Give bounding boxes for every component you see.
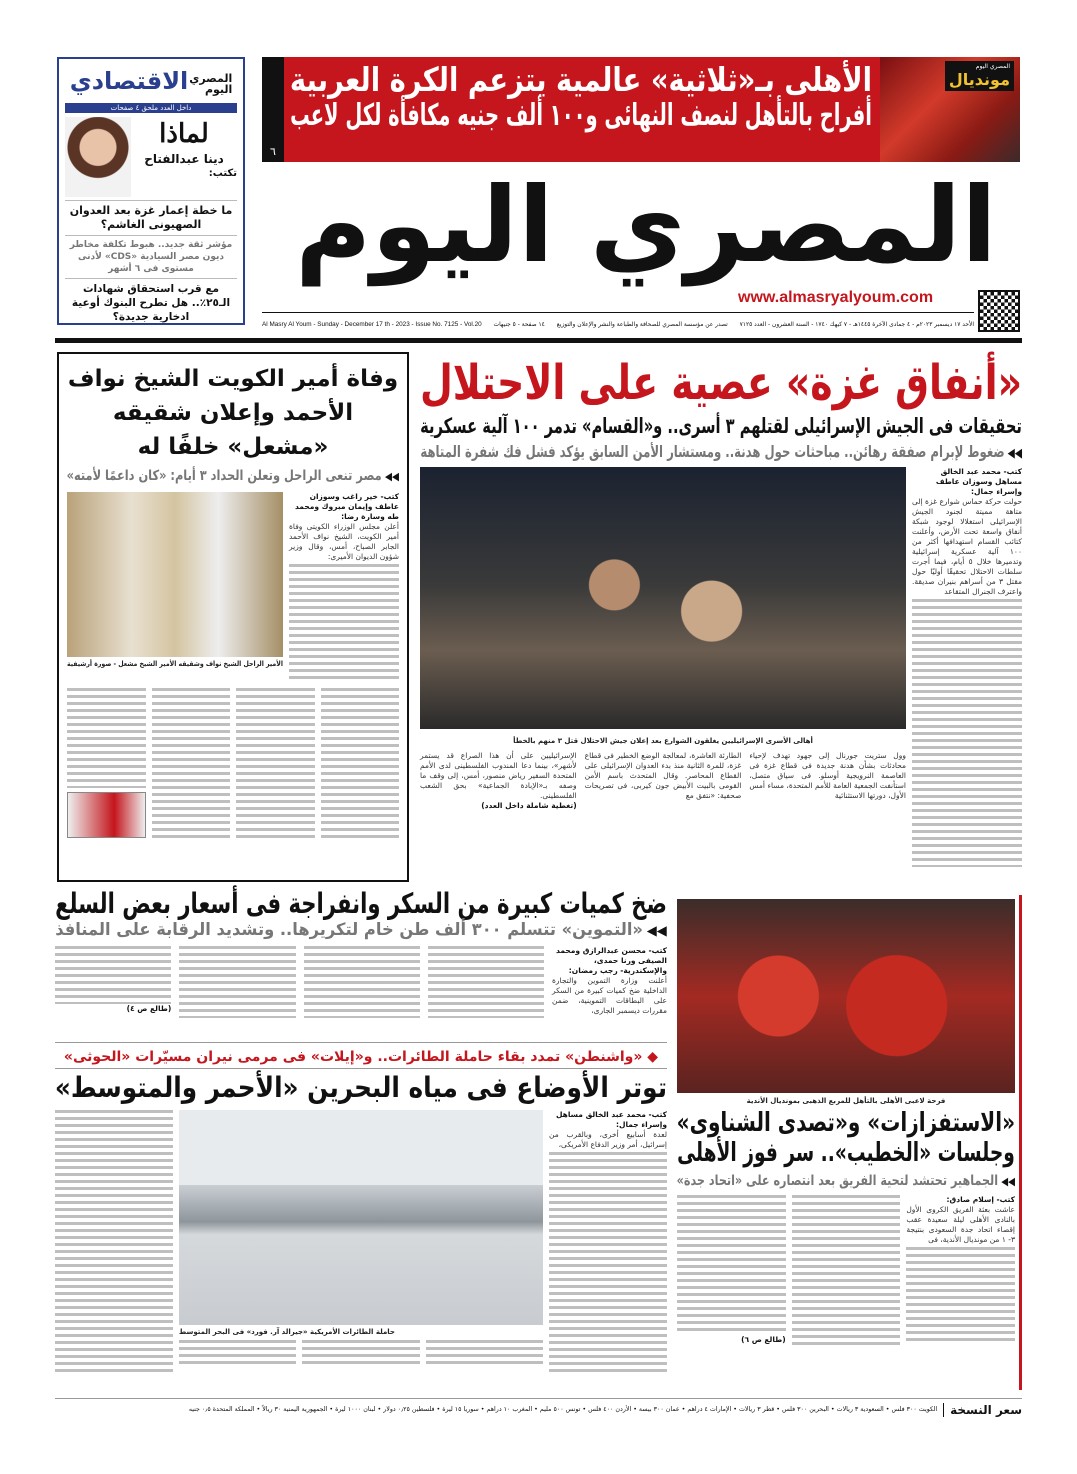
- sports-continued[interactable]: (طالع ص ٦): [741, 1334, 786, 1344]
- sports-story[interactable]: [673, 895, 1022, 1390]
- issue-publisher: تصدر عن مؤسسة المصري للصحافة والطباعة والنشر والإعلان والتوزيع: [556, 321, 728, 328]
- price-bar: [55, 1398, 1022, 1420]
- kuwait-headline: وفاة أمير الكويت الشيخ نواف الأحمد وإعلان شقيقه «مشعل» خلفًا له: [67, 366, 399, 460]
- sugar-body: أعلنت وزارة التموين والتجارة الداخلية ضخ كميات كبيرة من السكر على البطاقات التموينية، ضمن مقررات ديسمبر الجارى،: [552, 976, 667, 1016]
- gaza-byline: كتب- محمد عبد الخالق مساهل وسوزان عاطف وإسراء جمال:: [935, 467, 1022, 497]
- body-text: [55, 946, 171, 1004]
- kuwait-sub-text: مصر تنعى الراحل وتعلن الحداد ٣ أيام: «كان داعمًا لأمته»: [66, 468, 382, 484]
- sports-kicker-text: الجماهير تحتشد لتحية الفريق بعد انتصاره على «اتحاد جدة»: [676, 1172, 999, 1189]
- body-text: [152, 688, 231, 838]
- body-text: [304, 946, 420, 1018]
- carrier-kicker-text: «واشنطن» تمدد بقاء حاملة الطائرات.. و«إيلات» فى مرمى نيران مسيّرات «الحوثى»: [63, 1049, 643, 1065]
- aircraft-carrier-photo: [179, 1110, 543, 1325]
- banner-headline-2: أفراح بالتأهل لنصف النهائى و١٠٠ ألف جنيه مكافأة لكل لاعب: [290, 97, 872, 133]
- website-url[interactable]: www.almasryalyoum.com: [738, 289, 934, 306]
- gaza-story[interactable]: [420, 352, 1022, 882]
- body-text: [912, 599, 1022, 867]
- body-text: [236, 688, 315, 838]
- sugar-byline: كتب- محسن عبدالرازق ومحمد الصيفى ورنا حمدى، والإسكندرية- رجب رمضان:: [556, 946, 667, 976]
- kuwait-story[interactable]: [57, 352, 409, 882]
- sports-byline: كتب- إسلام صادق:: [946, 1194, 1015, 1204]
- body-text: [321, 688, 400, 838]
- kuwait-byline: كتب- خير راغب وسوزان عاطف وإيمان مبروك ومحمد طه وسارة رضا:: [294, 492, 399, 521]
- supplement-logo: [65, 63, 237, 95]
- arrow-icon: ◀◀: [384, 470, 399, 483]
- masthead-title: المصري اليوم: [295, 164, 997, 286]
- sports-body: عاشت بعثة الفريق الكروى الأول بالنادى الأهلى ليلة سعيدة عقب إقصاء اتحاد جدة السعودى بنتيجة ٣- ١ من مونديال الأندية، فى: [906, 1204, 1015, 1244]
- price-list: الكويت ٣٠٠ فلس • السعودية ٣ ريالات • البحرين ٣٠٠ فلس • قطر ٣ ريالات • الإمارات ٤ دراهم • عمان ٣٠٠ بيسة • الأردن ٤٠٠ فلس • تونس ٥٠٠ مليم • المغرب ١٠ دراهم • سوريا ١٥ ليرة • فلسطين ٠٫٢٥ دولار • لبنان ١٠٠٠ ليرة • الجمهورية اليمنية ٣٠ ريالاً • المملكة المتحدة ٠٫٥ جنيه: [188, 1406, 938, 1413]
- body-text: [179, 1340, 296, 1368]
- gaza-body-col4: الإسرائيليين على أن هذا الصراع قد يستمر لأشهر»، بينما دعا المندوب الفلسطينى لدى الأمم المتحدة السفير رياض منصور، أمس، إلى وقف ما وصفه بـ«الإبادة الجماعية» بحق الشعب الفلسطينى.: [419, 751, 577, 801]
- carrier-photo-caption: حاملة الطائرات الأمريكية «جيرالد آر. فورد» فى البحر المتوسط: [179, 1328, 395, 1337]
- banner-headline-1: الأهلى بـ«ثلاثية» عالمية يتزعم الكرة العربية: [289, 60, 872, 99]
- arrow-icon: ◀◀: [1001, 1174, 1015, 1188]
- columnist-photo: [65, 117, 131, 197]
- sports-headline-line2: وجلسات «الخطيب».. سر فوز الأهلى: [677, 1137, 1015, 1168]
- carrier-body: لعدة أسابيع أخرى، وبالقرب من إسرائيل، أمر وزير الدفاع الأمريكى،: [549, 1130, 667, 1150]
- sports-photo-caption: فرحة لاعبى الأهلى بالتأهل للمربع الذهبى بمونديال الأندية: [746, 1097, 946, 1105]
- gaza-body-col2: وول ستريت جورنال إلى جهود تهدف لإحياء محادثات بشأن هدنة جديدة فى قطاع غزة فى العاصمة النرويجية أوسلو. فى سياق متصل، استأنفت الجمعية العامة للأمم المتحدة، مساء أمس الأول، دورتها الاستثنائية: [749, 751, 906, 801]
- body-text: [302, 1340, 419, 1368]
- body-text: [289, 564, 399, 682]
- body-text: [428, 946, 544, 1018]
- carrier-byline: كتب- محمد عبد الخالق مساهل وإسراء جمال:: [555, 1110, 667, 1130]
- kuwait-subheadline: [67, 468, 399, 484]
- supplement-ad: [67, 792, 146, 838]
- supplement-headline-1[interactable]: ما خطة إعمار غزة بعد العدوان الصهيونى الغاشم؟: [65, 200, 237, 232]
- ahly-celebration-photo: [677, 899, 1015, 1093]
- supplement-headline-3[interactable]: مع قرب استحقاق شهادات الـ٢٥٪.. هل تطرح البنوك أوعية ادخارية جديدة؟: [65, 278, 237, 324]
- sugar-kicker: [55, 920, 667, 940]
- sports-headline-line1: «الاستفزازات» و«تصدى الشناوى»: [676, 1108, 1015, 1138]
- body-text: [179, 946, 295, 1018]
- issue-date-ar: الأحد ١٧ ديسمبر ٢٠٢٣م - ٤ جمادى الآخرة ١٤٤٥هـ - ٧ كيهك ١٧٤٠ - السنة العشرون - العدد ٧١٢٥: [739, 321, 974, 328]
- body-text: [792, 1195, 901, 1345]
- body-text: [67, 688, 146, 788]
- carrier-headline: توتر الأوضاع فى مياه البحرين «الأحمر والمتوسط»: [54, 1071, 668, 1104]
- body-text: [426, 1340, 543, 1368]
- arrow-icon: ◀◀: [646, 923, 667, 940]
- supplement-brand-top: المصري اليوم: [189, 72, 233, 96]
- carrier-kicker: [55, 1046, 667, 1069]
- issue-pages-price: ١٤ صفحة - ٥ جنيهات: [493, 321, 545, 328]
- supplement-bar: داخل العدد ملحق ٤ صفحات: [65, 103, 237, 113]
- gaza-body-col3: الطارئة العاشرة، لمعالجة الوضع الخطير فى قطاع غزة، للمرة الثانية منذ بدء العدوان الإسرائيلى على القطاع المحاصر. وقال المتحدث باسم الأمن القومى بالبيت الأبيض جون كيربى، فى تصريحات صحفية: «نتفق مع: [584, 751, 742, 801]
- sports-kicker: [677, 1173, 1015, 1189]
- sugar-story[interactable]: [55, 888, 667, 1038]
- body-text: [906, 1247, 1015, 1345]
- issue-info-row: [262, 320, 974, 330]
- sugar-headline: ضخ كميات كبيرة من السكر وانفراجة فى أسعار بعض السلع: [55, 887, 667, 920]
- gaza-body: حولت حركة حماس شوارع غزة إلى متاهة مميتة لجنود الجيش الإسرائيلى استغلالا لوجود شبكة أنفاق واسعة تحت الأرض، وأعلنت كتائب القسام استهدافها أكثر من ١٠٠ آلية عسكرية إسرائيلية وتدميرها خلال ٥ أيام، فيما أجرت سلطات الاحتلال تحقيقًا أوليًا حول مقتل ٣ من أسراهم بنيران صديقة. واعترف الجنرال المتقاعد: [912, 497, 1023, 597]
- economy-supplement-box[interactable]: [57, 57, 245, 325]
- gaza-kicker-text: ضغوط لإبرام صفقة رهائن.. مباحثات حول هدنة.. ومستشار الأمن السابق يؤكد فشل فك شفرة المتاهة: [420, 442, 1005, 462]
- gaza-headline: «أنفاق غزة» عصية على الاحتلال: [419, 355, 1023, 411]
- masthead-rule: [55, 338, 1022, 343]
- supplement-brand-main: الاقتصادي: [69, 67, 189, 95]
- protest-photo-caption: أهالى الأسرى الإسرائيليين يغلقون الشوارع بعد إعلان جيش الاحتلال قتل ٣ منهم بالخطأ: [513, 737, 813, 746]
- carrier-story[interactable]: [55, 1046, 667, 1391]
- gaza-continued[interactable]: (تغطية شاملة داخل العدد): [481, 801, 577, 811]
- body-text: [549, 1152, 667, 1372]
- sugar-kicker-text: «التموين» تتسلم ٣٠٠ ألف طن خام لتكريرها.. وتشديد الرقابة على المنافذ: [55, 920, 643, 941]
- diamond-icon: ◆: [642, 1049, 659, 1065]
- body-text: [55, 1110, 173, 1372]
- writes-label: تكتب:: [208, 168, 237, 179]
- banner-page-number: ٦: [262, 57, 284, 162]
- columnist-name: دينا عبدالفتاح: [144, 152, 224, 166]
- qr-code: [978, 290, 1020, 332]
- divider: [55, 1042, 667, 1043]
- gaza-subheadline: تحقيقات فى الجيش الإسرائيلى لقتلهم ٣ أسرى.. و«القسام» تدمر ١٠٠ آلية عسكرية: [420, 414, 1022, 438]
- banner-logo-small: المصري اليوم: [975, 63, 1010, 70]
- arrow-icon: ◀◀: [1007, 446, 1022, 462]
- price-label: سعر النسخة: [943, 1403, 1022, 1417]
- issue-info-en: Al Masry Al Youm - Sunday - December 17 th - 2023 - Issue No. 7125 - Vol.20: [262, 321, 482, 328]
- mondial-logo: مونديال: [948, 70, 1010, 89]
- kuwait-body: أعلن مجلس الوزراء الكويتى وفاة أمير الكويت، الشيخ نواف الأحمد الجابر الصباح، أمس، وقال وزير شؤون الديوان الأميرى:: [289, 522, 399, 561]
- supplement-headline-2[interactable]: مؤشر ثقة جديد.. هبوط تكلفة مخاطر ديون مصر السيادية «CDS» لأدنى مستوى فى ٦ أشهر: [65, 235, 237, 275]
- kuwait-photo-caption: الأمير الراحل الشيخ نواف وشقيقه الأمير الشيخ مشعل - صورة أرشيفية: [66, 660, 283, 668]
- banner-photo: [880, 57, 1020, 162]
- sugar-continued[interactable]: (طالع ص ٤): [126, 1004, 172, 1014]
- column-title: لماذا: [159, 119, 209, 149]
- sports-banner[interactable]: [262, 57, 1020, 162]
- body-text: [677, 1195, 786, 1335]
- protest-photo: [420, 467, 906, 729]
- kuwait-emirs-photo: [67, 492, 283, 657]
- gaza-kicker: [420, 442, 1022, 461]
- divider: [262, 312, 974, 313]
